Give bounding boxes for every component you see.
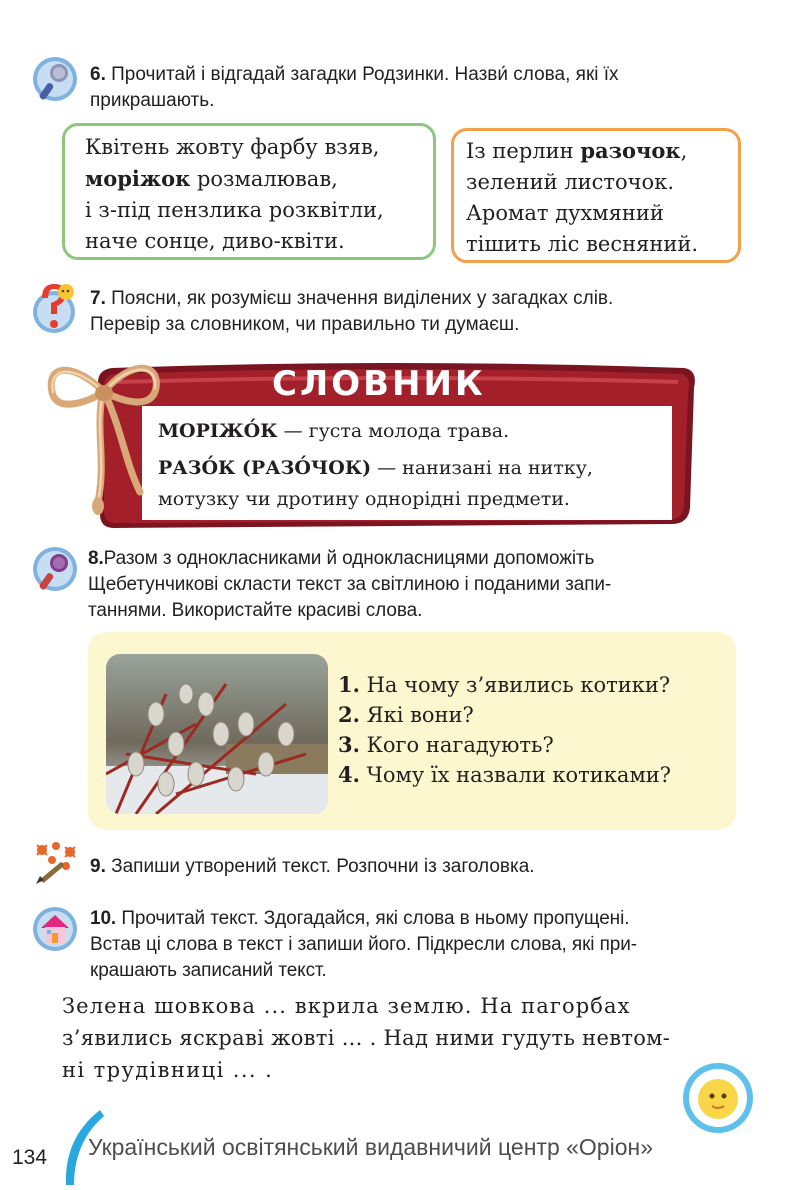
task-7-number: 7.: [90, 288, 106, 309]
task-10-line-2: Встав ці слова в текст і запиши його. Підкресли слова, які при-: [90, 934, 638, 955]
task-9-text: [90, 854, 740, 880]
dictionary-frame: [94, 358, 702, 530]
task-6-line-2: прикрашають.: [90, 90, 215, 111]
dictionary-entry-2-continued: мотузку чи дротину однорідні предмети.: [158, 488, 570, 510]
pussy-willow-photo: [106, 654, 328, 814]
dictionary-entry-2: РАЗО́К (РАЗО́ЧОК) — нанизані на нитку,: [158, 457, 593, 479]
task-10-number: 10.: [90, 908, 117, 929]
task-8-line-2: Щебетунчикові скласти текст за світлиною і поданими запи-: [88, 574, 612, 595]
task-9-line-1: Запиши утворений текст. Розпочни із заголовка.: [111, 856, 535, 877]
question-1: 1. На чому з’явились котики?: [338, 672, 671, 697]
task-7-text: [90, 286, 760, 338]
task-8-text: [88, 546, 768, 624]
task-6-text: [90, 62, 760, 114]
riddle-green-line-2: моріжок розмалював,: [85, 166, 338, 191]
task-10-line-1: Прочитай текст. Здогадайся, які слова в ньому пропущені.: [121, 908, 630, 929]
task-9-number: 9.: [90, 856, 106, 877]
riddle-green-line-3: і з-під пензлика розквітли,: [85, 198, 384, 222]
microphone-icon: [32, 546, 78, 592]
page-number: 134: [12, 1146, 48, 1169]
task-7-line-1: Поясни, як розумієш значення виділених у загадках слів.: [111, 288, 614, 309]
riddle-box-green: [62, 123, 436, 260]
exercise-text: [62, 990, 670, 1086]
riddle-orange-line-1: Із перлин разочок,: [466, 138, 688, 163]
task-6-line-1: Прочитай і відгадай загадки Родзинки. Назви́ слова, які їх: [111, 64, 619, 85]
task-7-line-2: Перевір за словником, чи правильно ти думаєш.: [90, 314, 520, 335]
ribbon-bow-decoration: [44, 352, 164, 517]
exercise-line-3: ні трудівниці ... .: [62, 1058, 274, 1082]
exercise-line-2: з’явились яскраві жовті ... . Над ними гудуть невтом-: [62, 1026, 671, 1050]
question-3: 3. Кого нагадують?: [338, 732, 554, 757]
task-10-text: [90, 906, 770, 984]
riddle-orange-line-2: зелений листочок.: [466, 170, 675, 194]
task-10-line-3: крашають записаний текст.: [90, 960, 327, 981]
dictionary-title: СЛОВНИК: [272, 364, 486, 404]
task-8-line-3: таннями. Використайте красиві слова.: [88, 600, 423, 621]
question-4: 4. Чому їх назвали котиками?: [338, 762, 672, 787]
question-mark-icon: [32, 280, 80, 334]
pen-icon: [32, 840, 80, 886]
publisher-name: Український освітянський видавничий центр «Оріон»: [88, 1134, 653, 1160]
house-icon: [32, 906, 78, 952]
exercise-line-1: Зелена шовкова ... вкрила землю. На пагорбах: [62, 994, 631, 1018]
task-8-number: 8.: [88, 548, 104, 569]
question-2: 2. Які вони?: [338, 702, 474, 727]
riddle-green-line-1: Квітень жовту фарбу взяв,: [85, 135, 380, 159]
task-8-line-1: Разом з однокласниками й однокласницями допоможіть: [103, 548, 595, 569]
riddle-orange-line-3: Аромат духмяний: [466, 201, 664, 225]
riddle-orange-line-4: тішить ліс весняний.: [466, 232, 698, 256]
riddle-box-orange: [451, 128, 741, 263]
dictionary-entry-1: МОРІЖО́К — густа молода трава.: [158, 420, 510, 442]
smiley-sun-icon: [682, 1062, 754, 1134]
questions-list: [338, 670, 671, 790]
riddle-green-line-4: наче сонце, диво-квіти.: [85, 229, 345, 253]
microphone-icon: [32, 56, 78, 102]
task-6-number: 6.: [90, 64, 106, 85]
